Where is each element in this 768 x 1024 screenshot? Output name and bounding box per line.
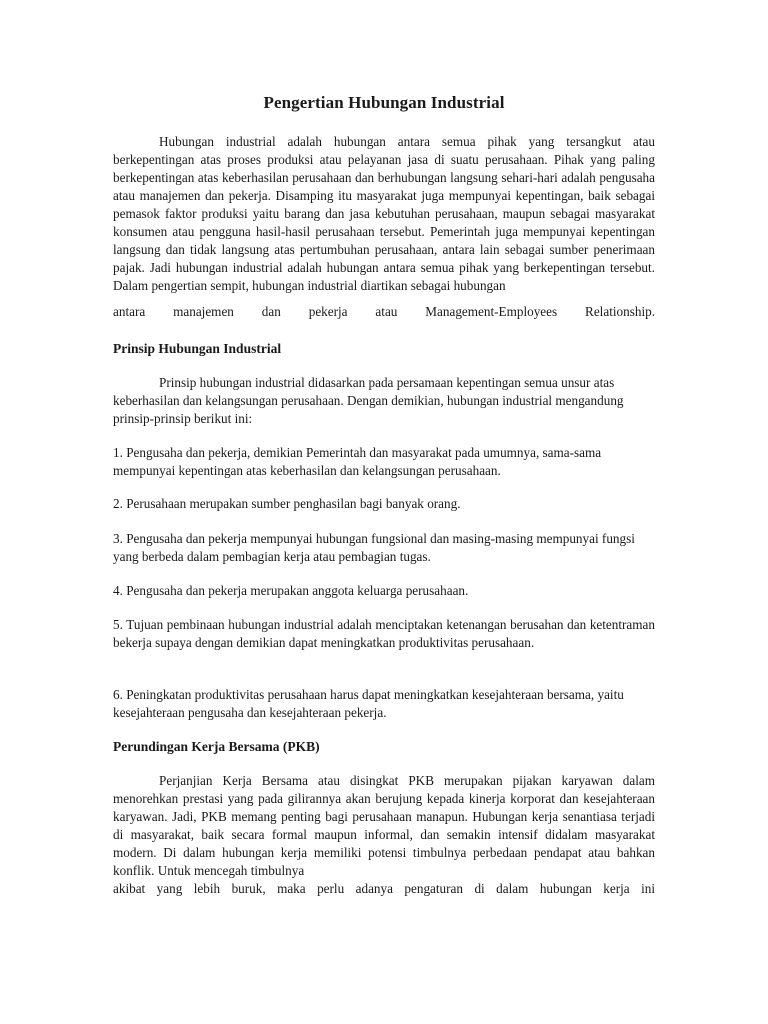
principle-item-3: 3. Pengusaha dan pekerja mempunyai hubungan fungsional dan masing-masing mempunyai fungsi yang berbeda dalam pembagian kerja atau pembagian tugas. [113, 531, 635, 564]
intro-paragraph-last-line: antara manajemen dan pekerja atau Management-Employees Relationship. [113, 304, 655, 319]
principle-item-1: 1. Pengusaha dan pekerja, demikian Pemerintah dan masyarakat pada umumnya, sama-sama mempunyai kepentingan atas keberhasilan dan kelangsungan perusahaan. [113, 445, 602, 478]
pkb-paragraph-last-line: akibat yang lebih buruk, maka perlu adanya pengaturan di dalam hubungan kerja ini [113, 881, 655, 896]
principle-item-2: 2. Perusahaan merupakan sumber penghasilan bagi banyak orang. [113, 496, 461, 511]
principles-paragraph: Prinsip hubungan industrial didasarkan pada persamaan kepentingan semua unsur atas keberhasilan dan kelangsungan perusahaan. Dengan demikian, hubungan industrial mengandung prinsip-prinsip berikut ini: [113, 375, 624, 426]
intro-paragraph: Hubungan industrial adalah hubungan antara semua pihak yang tersangkut atau berkepentingan atas proses produksi atau pelayanan jasa di suatu perusahaan. Pihak yang paling berkepentingan atas keberhasilan perusahaan dan berhubungan langsung sehari-hari adalah pengusaha atau manajemen dan pekerja. Disamping itu masyarakat juga mempunyai kepentingan, baik sebagai pemasok faktor produksi yaitu barang dan jasa kebutuhan perusahaan, maupun sebagai masyarakat konsumen atau pengguna hasil-hasil perusahaan tersebut. Pemerintah juga mempunyai kepentingan langsung dan tidak langsung atas pertumbuhan perusahaan, antara lain sebagai sumber penerimaan pajak. Jadi hubungan industrial adalah hubungan antara semua pihak yang berkepentingan tersebut. Dalam pengertian sempit, hubungan industrial diartikan sebagai hubungan [113, 134, 655, 293]
section-heading-pkb: Perundingan Kerja Bersama (PKB) [113, 739, 320, 754]
principle-item-6: 6. Peningkatan produktivitas perusahaan harus dapat meningkatkan kesejahteraan bersama, yaitu kesejahteraan pengusaha dan kesejahteraan pekerja. [113, 687, 624, 720]
principle-item-4: 4. Pengusaha dan pekerja merupakan anggota keluarga perusahaan. [113, 583, 469, 598]
section-heading-principles: Prinsip Hubungan Industrial [113, 341, 282, 356]
principle-item-5: 5. Tujuan pembinaan hubungan industrial adalah menciptakan ketenangan berusahan dan ketentraman bekerja supaya dengan demikian dapat meningkatkan produktivitas perusahaan. [113, 617, 655, 650]
page-title: Pengertian Hubungan Industrial [263, 93, 505, 112]
pkb-paragraph: Perjanjian Kerja Bersama atau disingkat PKB merupakan pijakan karyawan dalam menorehkan prestasi yang pada gilirannya akan berujung kepada kinerja korporat dan kesejahteraan karyawan. Jadi, PKB memang penting bagi perusahaan manapun. Hubungan kerja senantiasa terjadi di masyarakat, baik secara formal maupun informal, dan semakin intensif didalam masyarakat modern. Di dalam hubungan kerja memiliki potensi timbulnya perbedaan pendapat atau bahkan konflik. Untuk mencegah timbulnya [113, 773, 655, 878]
